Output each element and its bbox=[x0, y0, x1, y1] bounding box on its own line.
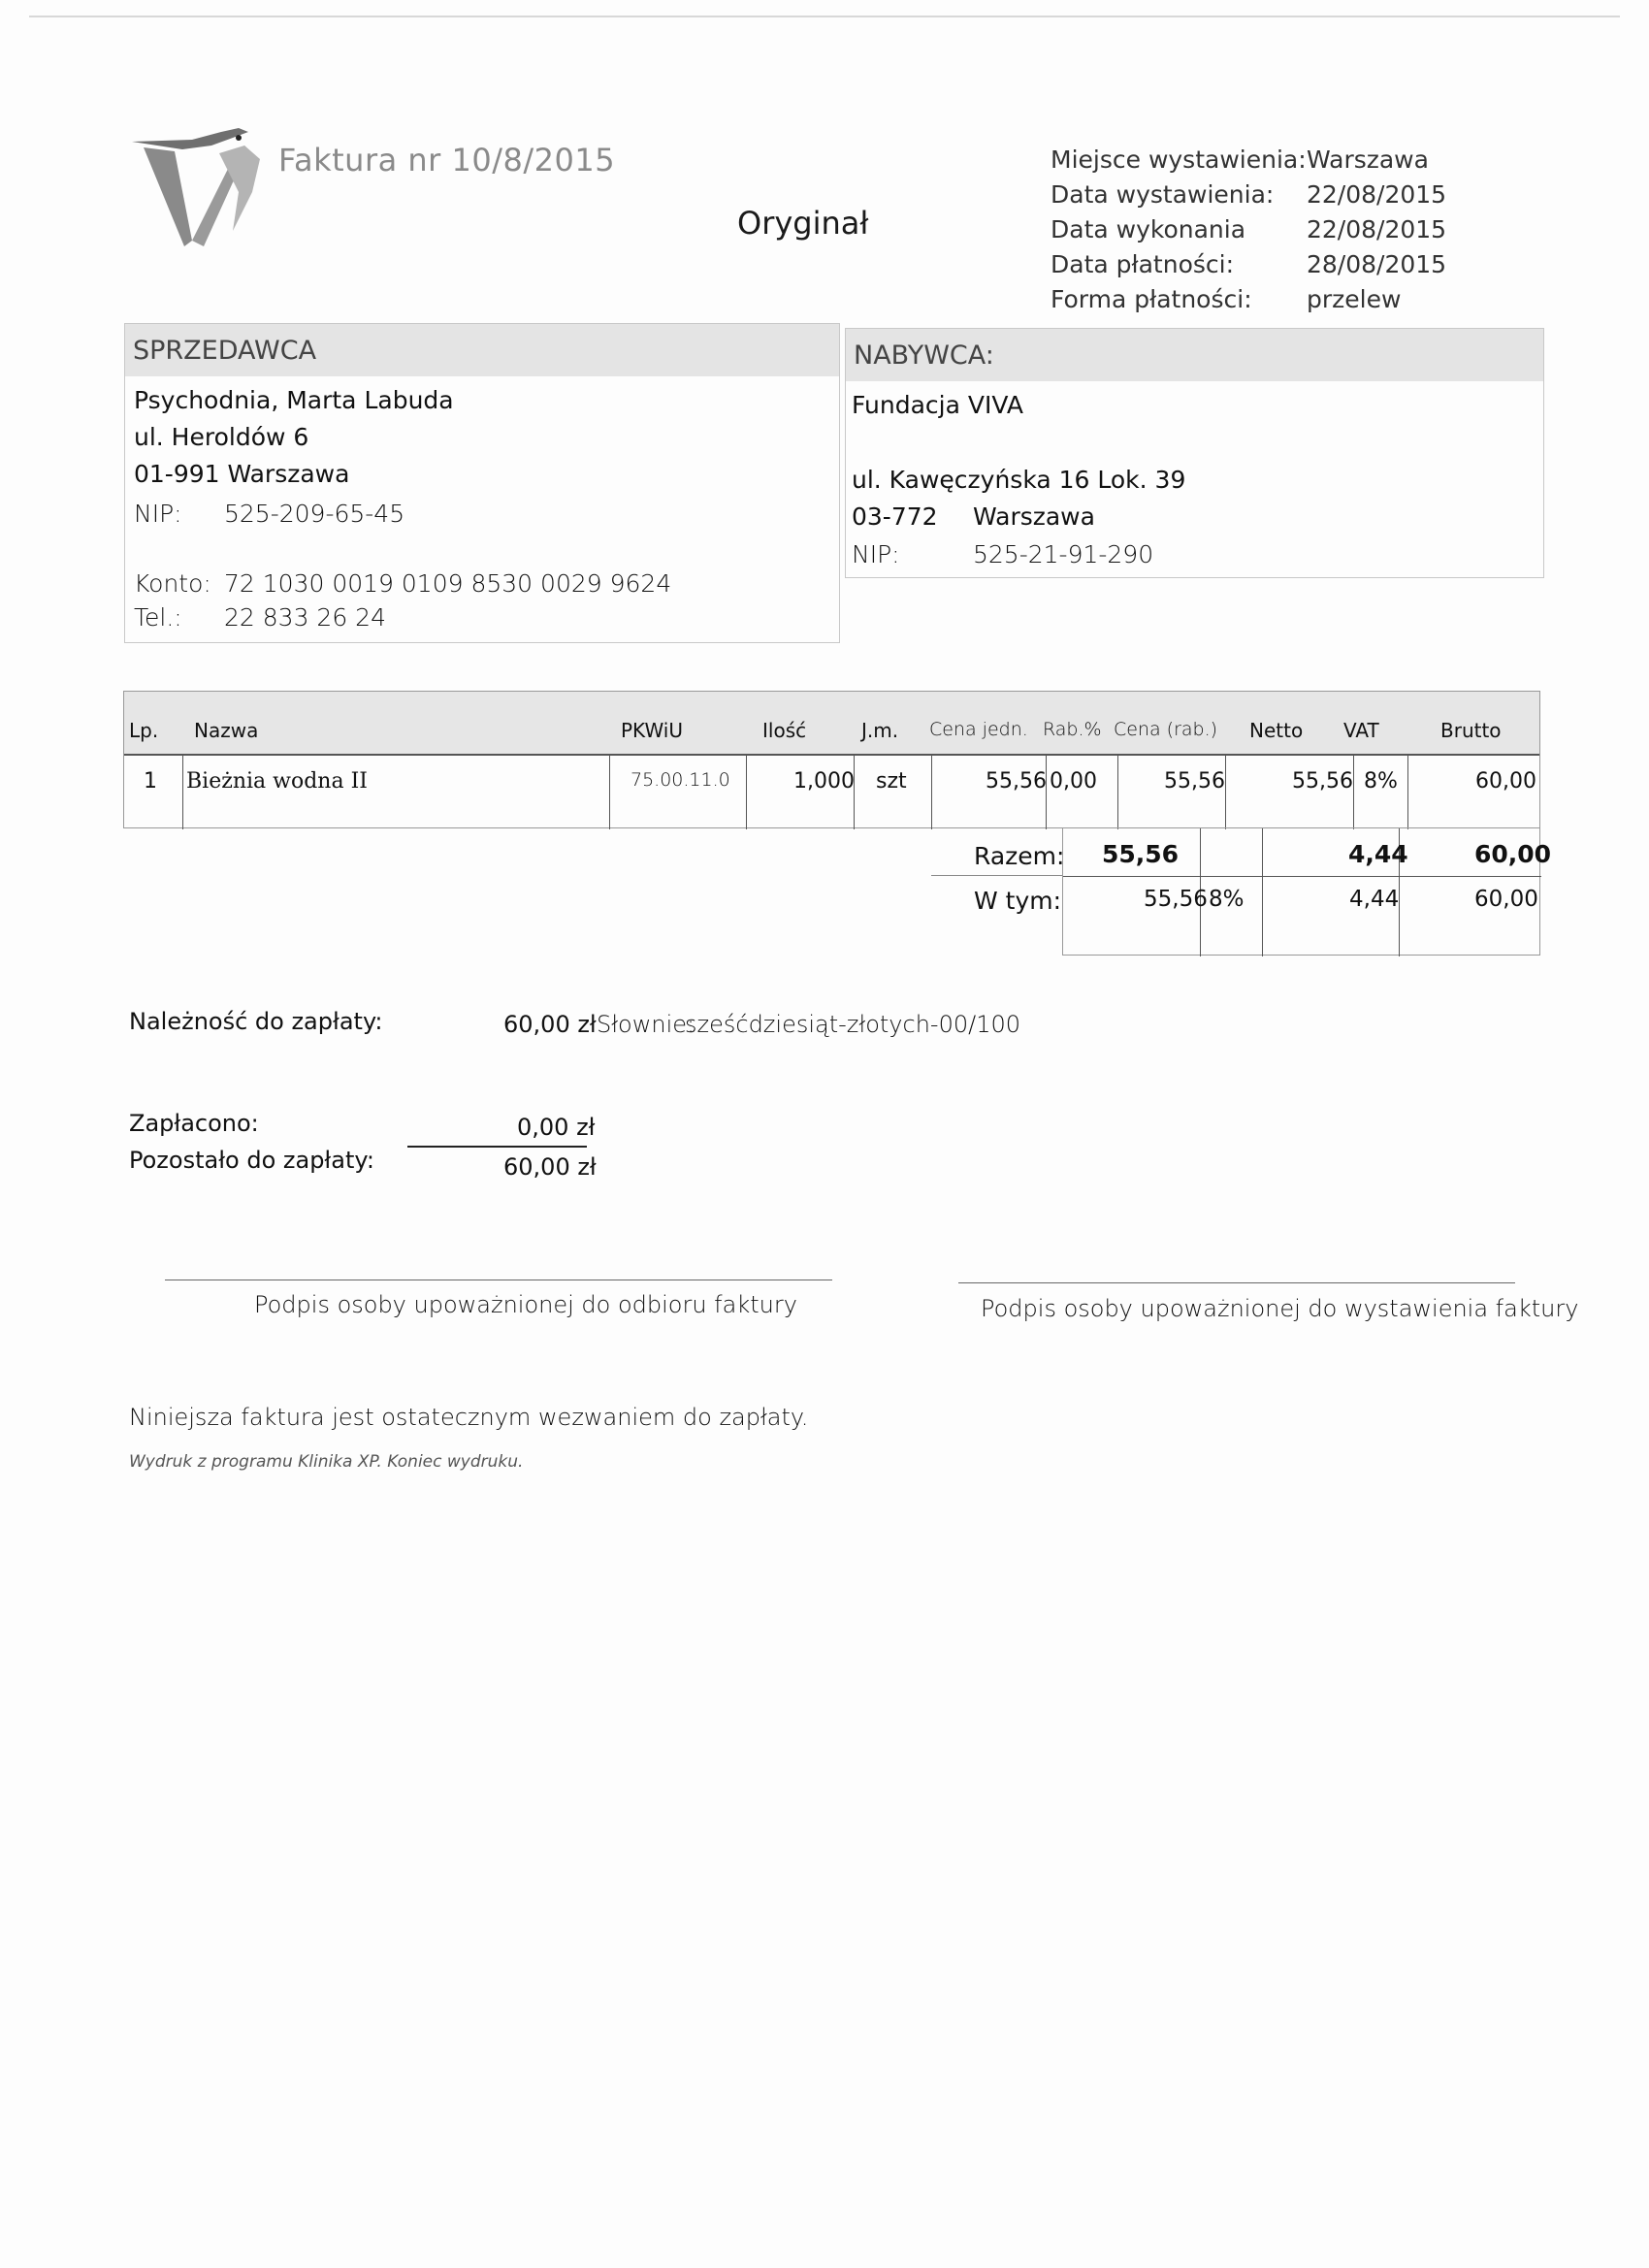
invoice-title: Faktura nr 10/8/2015 bbox=[278, 142, 616, 178]
meta-value: przelew bbox=[1307, 285, 1402, 313]
buyer-name: Fundacja VIVA bbox=[852, 391, 1023, 419]
seller-nip-label: NIP: bbox=[134, 500, 182, 528]
col-price-disc: Cena (rab.) bbox=[1114, 719, 1218, 740]
buyer-nip-label: NIP: bbox=[852, 540, 900, 568]
meta-label: Data płatności: bbox=[1051, 250, 1235, 278]
meta-value: 22/08/2015 bbox=[1307, 180, 1447, 209]
final-notice: Niniejsza faktura jest ostatecznym wezwaniem do zapłaty. bbox=[129, 1404, 809, 1431]
sum-border bbox=[1063, 876, 1541, 877]
meta-value: 22/08/2015 bbox=[1307, 215, 1447, 243]
buyer-postal: 03-772 bbox=[852, 502, 938, 531]
seller-heading: SPRZEDAWCA bbox=[133, 336, 317, 366]
seller-name: Psychodnia, Marta Labuda bbox=[134, 386, 454, 414]
paid-underline bbox=[407, 1146, 587, 1148]
sum-border bbox=[1262, 828, 1263, 956]
incl-gross: 60,00 bbox=[1474, 887, 1538, 912]
paid-amount: 0,00 zł bbox=[517, 1114, 596, 1141]
row-gross: 60,00 bbox=[1475, 769, 1536, 794]
meta-value: Warszawa bbox=[1307, 146, 1429, 174]
seller-account: 72 1030 0019 0109 8530 0029 9624 bbox=[224, 569, 672, 598]
row-unit-price: 55,56 bbox=[986, 769, 1047, 794]
meta-label: Data wykonania bbox=[1051, 215, 1246, 243]
row-vat: 8% bbox=[1364, 769, 1398, 794]
cell-border bbox=[182, 756, 183, 829]
remaining-label: Pozostało do zapłaty: bbox=[129, 1147, 374, 1174]
buyer-heading-bar bbox=[846, 329, 1543, 381]
copy-label: Oryginał bbox=[737, 205, 869, 242]
col-name: Nazwa bbox=[194, 719, 259, 742]
summary-table bbox=[1062, 827, 1552, 956]
seller-city: 01-991 Warszawa bbox=[134, 460, 350, 488]
row-net: 55,56 bbox=[1292, 769, 1353, 794]
col-unit-price: Cena jedn. bbox=[929, 719, 1028, 740]
row-discount: 0,00 bbox=[1050, 769, 1097, 794]
due-amount: 60,00 zł bbox=[503, 1011, 597, 1038]
row-pkwiu: 75.00.11.0 bbox=[630, 769, 730, 791]
cell-border bbox=[1407, 756, 1408, 829]
items-header bbox=[124, 692, 1539, 756]
total-underline bbox=[931, 875, 1062, 876]
cell-border bbox=[1353, 756, 1354, 829]
cell-border bbox=[1225, 756, 1226, 829]
issuer-signature-line bbox=[958, 1282, 1515, 1283]
col-unit: J.m. bbox=[861, 719, 899, 742]
buyer-nip: 525-21-91-290 bbox=[973, 540, 1154, 568]
words-label: Słownie: bbox=[597, 1011, 695, 1038]
seller-phone-label: Tel.: bbox=[134, 603, 182, 632]
total-vat: 4,44 bbox=[1348, 840, 1408, 868]
remaining-amount: 60,00 zł bbox=[503, 1153, 597, 1181]
meta-label: Data wystawienia: bbox=[1051, 180, 1275, 209]
buyer-city: Warszawa bbox=[973, 502, 1095, 531]
total-label: Razem: bbox=[974, 842, 1065, 870]
incl-net: 55,56 bbox=[1144, 887, 1208, 912]
col-discount: Rab.% bbox=[1043, 719, 1102, 740]
row-price-disc: 55,56 bbox=[1164, 769, 1225, 794]
printout-note: Wydruk z programu Klinika XP. Koniec wydruku. bbox=[129, 1452, 524, 1472]
col-vat: VAT bbox=[1343, 719, 1379, 742]
seller-street: ul. Heroldów 6 bbox=[134, 423, 309, 451]
row-unit: szt bbox=[876, 769, 907, 794]
issuer-signature-label: Podpis osoby upoważnionej do wystawienia faktury bbox=[981, 1295, 1579, 1322]
meta-label: Miejsce wystawienia: bbox=[1051, 146, 1307, 174]
row-qty: 1,000 bbox=[793, 769, 855, 794]
receiver-signature-label: Podpis osoby upoważnionej do odbioru faktury bbox=[254, 1291, 797, 1318]
buyer-heading: NABYWCA: bbox=[854, 340, 994, 371]
col-qty: Ilość bbox=[762, 719, 807, 742]
buyer-street: ul. Kawęczyńska 16 Lok. 39 bbox=[852, 466, 1186, 494]
total-net: 55,56 bbox=[1102, 840, 1180, 868]
cell-border bbox=[746, 756, 747, 829]
incl-rate: 8% bbox=[1209, 887, 1245, 912]
amount-in-words: sześćdziesiąt-złotych-00/100 bbox=[685, 1011, 1020, 1038]
incl-label: W tym: bbox=[974, 887, 1062, 915]
col-lp: Lp. bbox=[129, 719, 159, 742]
incl-vat: 4,44 bbox=[1349, 887, 1400, 912]
row-lp: 1 bbox=[144, 769, 157, 794]
col-net: Netto bbox=[1249, 719, 1304, 742]
seller-heading-bar bbox=[125, 324, 839, 376]
items-table bbox=[123, 691, 1540, 828]
top-rule bbox=[29, 16, 1620, 17]
seller-account-label: Konto: bbox=[134, 569, 211, 598]
meta-label: Forma płatności: bbox=[1051, 285, 1252, 313]
row-name: Bieżnia wodna II bbox=[186, 769, 368, 794]
cell-border bbox=[931, 756, 932, 829]
cell-border bbox=[609, 756, 610, 829]
seller-phone: 22 833 26 24 bbox=[224, 603, 386, 632]
col-pkwiu: PKWiU bbox=[621, 719, 683, 742]
due-label: Należność do zapłaty: bbox=[129, 1008, 383, 1035]
bird-logo-icon bbox=[124, 124, 270, 260]
total-gross: 60,00 bbox=[1474, 840, 1552, 868]
buyer-box bbox=[845, 328, 1544, 578]
col-gross: Brutto bbox=[1440, 719, 1502, 742]
cell-border bbox=[1117, 756, 1118, 829]
paid-label: Zapłacono: bbox=[129, 1110, 259, 1137]
seller-nip: 525-209-65-45 bbox=[224, 500, 405, 528]
meta-value: 28/08/2015 bbox=[1307, 250, 1447, 278]
